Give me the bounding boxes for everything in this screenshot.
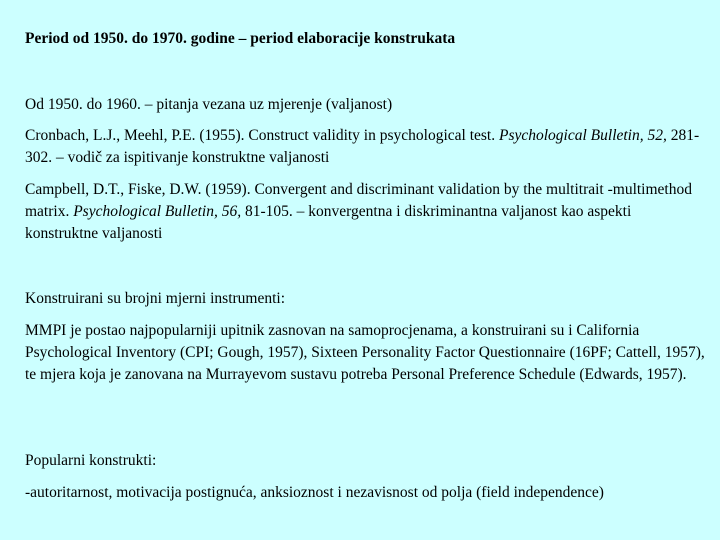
subperiod-line: Od 1950. do 1960. – pitanja vezana uz mjerenje (valjanost) <box>25 96 393 113</box>
slide-heading: Period od 1950. do 1970. godine – period elaboracije konstrukata <box>25 30 456 47</box>
reference-campbell-authors: Campbell, D.T., Fiske, D.W. (1959). Convergent and discriminant validation by the multitrait -multimethod matrix. <box>25 181 692 220</box>
constructs-intro: Popularni konstrukti: <box>25 452 157 469</box>
constructs-text: -autoritarnost, motivacija postignuća, anksioznost i nezavisnost od polja (field independence) <box>25 484 604 501</box>
slide <box>25 0 705 540</box>
reference-cronbach-rest: 281-302. – vodič za ispitivanje konstruktne valjanosti <box>25 127 700 166</box>
reference-campbell-journal: Psychological Bulletin, 56, <box>73 203 242 220</box>
instruments-text: MMPI je postao najpopularniji upitnik zasnovan na samoprocjenama, a konstruirani su i California Psychological Inventory (CPI; Gough, 1957), Sixteen Personality Factor Questionnaire (16PF; Cattell, 1957), te mjera koja je zanovana na Murrayevom sustavu potreba Personal Preference Schedule (Edwards, 1957). <box>25 322 705 383</box>
instruments-intro: Konstruirani su brojni mjerni instrumenti: <box>25 290 286 307</box>
reference-cronbach <box>25 125 705 169</box>
reference-campbell <box>25 179 705 245</box>
reference-cronbach-journal: Psychological Bulletin, 52, <box>498 127 667 144</box>
reference-campbell-rest: 81-105. – konvergentna i diskriminantna valjanost kao aspekti konstruktne valjanosti <box>25 203 632 242</box>
reference-cronbach-authors: Cronbach, L.J., Meehl, P.E. (1955). Construct validity in psychological test. <box>25 127 499 144</box>
